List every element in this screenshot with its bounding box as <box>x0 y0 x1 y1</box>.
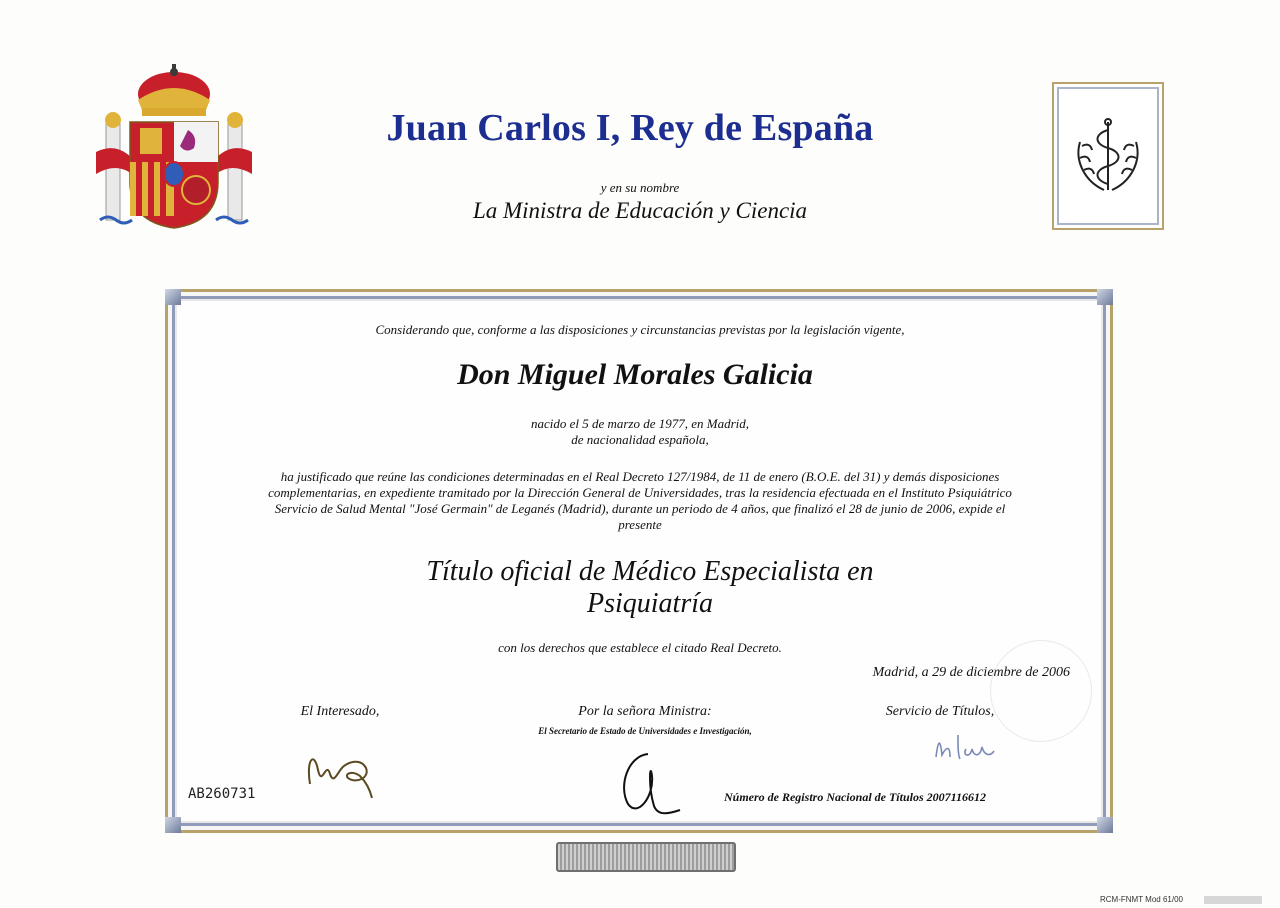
signature-label-interesado: El Interesado, <box>300 704 380 719</box>
justification-line: Servicio de Salud Mental "José Germain" de Leganés (Madrid), durante un periodo de 4 años, que finalizó el 28 de junio de 2006, expide el <box>274 501 1006 516</box>
footer-bar <box>1204 896 1262 904</box>
registry-number: Número de Registro Nacional de Títulos 2007116612 <box>723 790 986 804</box>
minister-line: La Ministra de Educación y Ciencia <box>472 198 808 223</box>
degree-line: Título oficial de Médico Especialista en <box>426 556 874 587</box>
signature-interesado-icon <box>300 740 380 800</box>
justification-line: ha justificado que reúne las condiciones determinadas en el Real Decreto 127/1984, de 11 de enero (B.O.E. del 31) y demás disposiciones <box>280 469 1000 484</box>
frame-corner <box>165 289 181 305</box>
justification-line: presente <box>618 517 662 532</box>
signature-label-secretario: El Secretario de Estado de Universidades e Investigación, <box>538 726 752 736</box>
serial-number: AB260731 <box>188 786 256 802</box>
signature-label-servicio: Servicio de Títulos, <box>885 704 995 719</box>
place-date: Madrid, a 29 de diciembre de 2006 <box>872 665 1070 680</box>
medical-emblem-icon <box>1064 112 1152 200</box>
king-title: Juan Carlos I, Rey de España <box>386 107 874 149</box>
birth-details <box>200 416 1080 448</box>
signature-secretario-icon <box>608 746 688 818</box>
justification-line: complementarias, en expediente tramitado por la Dirección General de Universidades, tras la residencia efectuada en el Instituto Psiquiátrico <box>268 485 1012 500</box>
frame-corner <box>165 817 181 833</box>
degree-specialty: Psiquiatría <box>586 588 713 619</box>
considering-text: Considerando que, conforme a las disposiciones y circunstancias previstas por la legislación vigente, <box>375 322 905 337</box>
coat-of-arms-icon <box>96 62 252 234</box>
in-name-line: y en su nombre <box>600 180 680 195</box>
birth-line: nacido el 5 de marzo de 1977, en Madrid, <box>530 416 750 431</box>
frame-corner <box>1097 817 1113 833</box>
frame-corner <box>1097 289 1113 305</box>
nationality-line: de nacionalidad española, <box>571 432 709 447</box>
bottom-security-plate <box>556 842 736 872</box>
signature-label-ministra: Por la señora Ministra: <box>578 704 712 719</box>
holder-name: Don Miguel Morales Galicia <box>457 358 813 391</box>
rights-text: con los derechos que establece el citado Real Decreto. <box>498 640 782 655</box>
degree-title <box>330 556 970 620</box>
justification-text <box>200 469 1080 533</box>
footer-code: RCM-FNMT Mod 61/00 <box>1100 895 1183 904</box>
signature-servicio-icon <box>928 727 1004 767</box>
seal-stamp <box>990 640 1092 742</box>
